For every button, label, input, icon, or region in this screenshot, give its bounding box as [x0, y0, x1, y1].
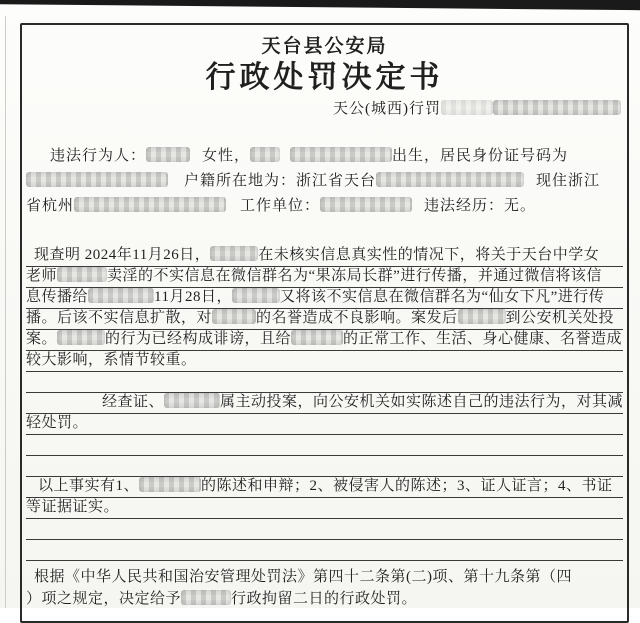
- doc-number-line: [26, 99, 623, 119]
- redaction-block: [493, 100, 621, 115]
- text-segment: 老师: [26, 268, 58, 284]
- text-segment: 卖淫的不实信息在微信群名为“果冻局长群”进行传播，并通过微信将该信: [107, 268, 602, 284]
- redaction-block: [376, 172, 524, 187]
- empty-ruled-line: [26, 519, 623, 540]
- redaction-block: [320, 197, 412, 212]
- empty-ruled-line: [26, 435, 623, 456]
- redaction-block: [57, 330, 105, 345]
- text-segment: 现查明 2024年11月26日，: [34, 247, 211, 263]
- text-segment: 又将该不实信息在微信群名为“仙女下凡”进行传: [279, 289, 605, 305]
- text-segment: 出生，居民身份证号码为: [392, 148, 569, 164]
- text-segment: 轻处罚。: [26, 415, 89, 431]
- empty-ruled-line: [26, 540, 623, 561]
- redaction-block: [74, 197, 226, 212]
- facts-line: [26, 330, 623, 351]
- text-segment: 到公安机关处投: [505, 310, 615, 326]
- text-segment: ）项之规定，决定给予: [26, 591, 182, 607]
- decision-line: [26, 588, 623, 610]
- page-edge-crease: [5, 16, 6, 608]
- text-segment: 11月28日，: [154, 289, 232, 305]
- text-segment: 的陈述和申辩；2、被侵害人的陈述；3、证人证言；4、书证: [201, 478, 613, 494]
- document-title: 行政处罚决定书: [205, 61, 444, 94]
- text-segment: 根据《中华人民共和国治安管理处罚法》第四十二条第(二)项、第十九条第（四: [34, 569, 572, 585]
- redaction-block: [232, 288, 280, 303]
- text-segment: 等证据证实。: [26, 499, 120, 515]
- text-segment: 天公(城西)行罚: [333, 101, 441, 117]
- facts-line: [26, 288, 623, 309]
- facts-line: [26, 351, 623, 372]
- redaction-block: [441, 100, 493, 115]
- text-segment: 的正常工作、生活、身心健康、名誉造成: [343, 331, 623, 347]
- redaction-block: [88, 288, 154, 303]
- redaction-block: [210, 246, 258, 261]
- decision-section: [26, 566, 623, 610]
- facts-line: [26, 246, 623, 267]
- issuing-agency: 天台县公安局: [261, 36, 388, 57]
- text-segment: 违法经历：无。: [424, 198, 537, 214]
- text-segment: 播。后该不实信息扩散，对: [26, 310, 213, 326]
- facts-line: [26, 309, 623, 330]
- spacer: [412, 209, 424, 210]
- ruled-body-section: [26, 246, 623, 561]
- redaction-block: [290, 147, 392, 162]
- redaction-block: [181, 590, 231, 605]
- redaction-block: [250, 147, 280, 162]
- text-segment: 的行为已经构成诽谤，且给: [105, 331, 292, 347]
- redaction-block: [212, 309, 256, 324]
- redaction-block: [57, 267, 107, 282]
- text-segment: 以上事实有1、: [38, 478, 140, 494]
- document-border-frame: [20, 23, 629, 623]
- redaction-block: [139, 477, 201, 492]
- text-segment: 工作单位：: [240, 198, 321, 214]
- text-segment: 女性，: [202, 148, 251, 164]
- violator-info-line: [26, 144, 623, 169]
- text-segment: 的名誉造成不良影响。案发后: [256, 310, 458, 326]
- facts-line: [26, 267, 623, 288]
- evidence-line: [26, 477, 623, 498]
- spacer: [226, 209, 240, 210]
- text-segment: 省杭州: [26, 198, 75, 214]
- text-segment: 较大影响，系情节较重。: [26, 352, 197, 368]
- decision-line: [26, 566, 623, 588]
- text-segment: 案。: [26, 331, 58, 347]
- spacer: [280, 159, 290, 160]
- redaction-block: [146, 147, 190, 162]
- mitigation-line: [26, 393, 623, 414]
- text-segment: 息传播给: [26, 289, 89, 305]
- violator-info-line: [26, 169, 623, 194]
- text-segment: 经查证、: [102, 394, 165, 410]
- spacer: [168, 184, 184, 185]
- redaction-block: [458, 309, 506, 324]
- text-segment: 户籍所在地为：浙江省天台: [184, 173, 377, 189]
- empty-ruled-line: [26, 456, 623, 477]
- text-segment: 现住浙江: [536, 173, 601, 189]
- violator-info-line: [26, 194, 623, 219]
- redaction-block: [164, 393, 220, 408]
- text-segment: 违法行为人：: [50, 148, 147, 164]
- spacer: [190, 159, 202, 160]
- text-segment: 行政拘留二日的行政处罚。: [231, 591, 418, 607]
- text-segment: 属主动投案，向公安机关如实陈述自己的违法行为，对其减: [220, 394, 623, 410]
- evidence-line: [26, 498, 623, 519]
- redaction-block: [291, 330, 343, 345]
- violator-info-section: [26, 144, 623, 219]
- redaction-block: [26, 172, 168, 187]
- spacer: [524, 184, 536, 185]
- mitigation-line: [26, 414, 623, 435]
- empty-ruled-line: [26, 372, 623, 393]
- text-segment: 在未核实信息真实性的情况下，将关于天台中学女: [258, 247, 600, 263]
